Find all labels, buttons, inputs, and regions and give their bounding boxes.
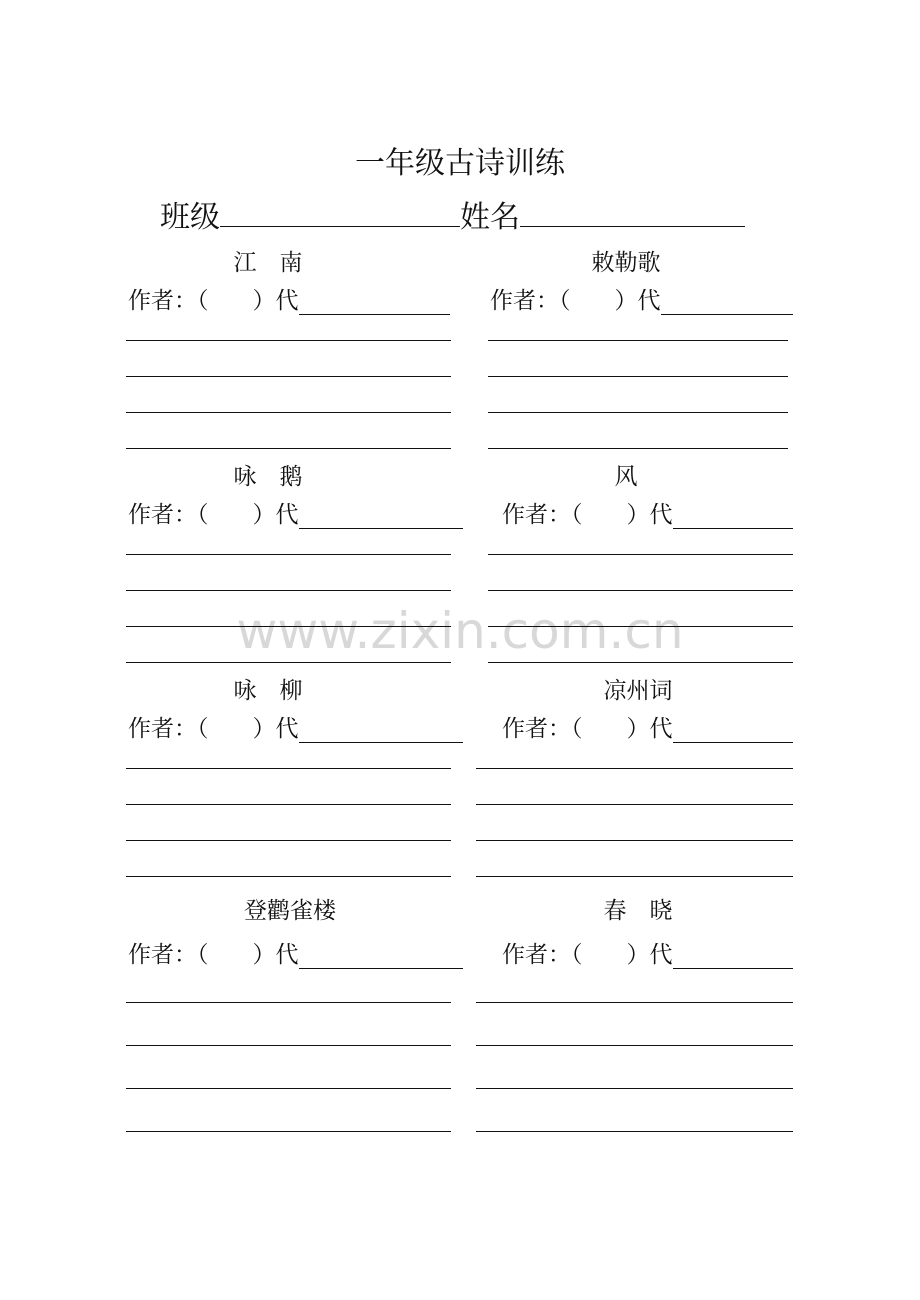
writing-line[interactable] <box>126 1045 451 1046</box>
author-line <box>128 496 463 529</box>
author-suffix: ）代 <box>626 942 673 968</box>
writing-line[interactable] <box>126 448 451 449</box>
author-line <box>502 710 793 743</box>
writing-line[interactable] <box>476 1002 793 1003</box>
author-prefix: 作者：（ <box>490 288 571 314</box>
writing-line[interactable] <box>476 1088 793 1089</box>
page-title: 一年级古诗训练 <box>355 146 565 181</box>
author-line <box>128 710 463 743</box>
writing-line[interactable] <box>126 590 451 591</box>
author-suffix: ）代 <box>252 288 299 314</box>
author-prefix: 作者：（ <box>502 502 583 528</box>
poem-title: 凉州词 <box>603 678 673 704</box>
author-blank[interactable] <box>673 504 793 529</box>
class-blank[interactable] <box>220 194 460 227</box>
writing-line[interactable] <box>488 376 788 377</box>
author-line <box>490 282 793 315</box>
writing-line[interactable] <box>476 840 793 841</box>
author-suffix: ）代 <box>626 502 673 528</box>
author-blank[interactable] <box>299 290 450 315</box>
name-blank[interactable] <box>520 194 745 227</box>
writing-line[interactable] <box>126 768 451 769</box>
writing-line[interactable] <box>488 412 788 413</box>
author-blank[interactable] <box>673 718 793 743</box>
writing-line[interactable] <box>476 1131 793 1132</box>
poem-title: 江 南 <box>233 250 303 276</box>
author-prefix: 作者：（ <box>128 502 209 528</box>
author-line <box>502 496 793 529</box>
poem-title: 敕勒歌 <box>591 250 661 276</box>
poem-title: 春 晓 <box>603 898 673 924</box>
writing-line[interactable] <box>126 412 451 413</box>
author-prefix: 作者：（ <box>502 942 583 968</box>
writing-line[interactable] <box>488 662 793 663</box>
writing-line[interactable] <box>126 340 451 341</box>
writing-line[interactable] <box>126 1131 451 1132</box>
writing-line[interactable] <box>476 1045 793 1046</box>
writing-line[interactable] <box>488 554 793 555</box>
author-line <box>128 936 463 969</box>
author-suffix: ）代 <box>252 716 299 742</box>
writing-line[interactable] <box>126 804 451 805</box>
writing-line[interactable] <box>126 876 451 877</box>
author-line <box>128 282 450 315</box>
writing-line[interactable] <box>126 376 451 377</box>
writing-line[interactable] <box>126 1002 451 1003</box>
watermark: www.zixin.com.cn <box>236 602 684 660</box>
poem-title: 登鹳雀楼 <box>244 898 336 924</box>
class-label: 班级 <box>160 200 220 235</box>
writing-line[interactable] <box>488 590 793 591</box>
author-blank[interactable] <box>299 504 463 529</box>
author-suffix: ）代 <box>626 716 673 742</box>
poem-title: 咏 鹅 <box>233 464 303 490</box>
poem-title: 风 <box>614 464 638 490</box>
author-suffix: ）代 <box>614 288 661 314</box>
writing-line[interactable] <box>126 662 451 663</box>
author-prefix: 作者：（ <box>128 942 209 968</box>
author-blank[interactable] <box>299 718 463 743</box>
author-prefix: 作者：（ <box>128 716 209 742</box>
writing-line[interactable] <box>476 768 793 769</box>
name-label: 姓名 <box>460 200 520 235</box>
author-blank[interactable] <box>299 944 463 969</box>
author-blank[interactable] <box>661 290 793 315</box>
writing-line[interactable] <box>488 626 793 627</box>
author-prefix: 作者：（ <box>128 288 209 314</box>
author-suffix: ）代 <box>252 502 299 528</box>
author-blank[interactable] <box>673 944 793 969</box>
author-line <box>502 936 793 969</box>
writing-line[interactable] <box>126 840 451 841</box>
poem-title: 咏 柳 <box>233 678 303 704</box>
writing-line[interactable] <box>126 626 451 627</box>
writing-line[interactable] <box>488 340 788 341</box>
writing-line[interactable] <box>126 554 451 555</box>
writing-line[interactable] <box>476 876 793 877</box>
writing-line[interactable] <box>488 448 788 449</box>
writing-line[interactable] <box>476 804 793 805</box>
writing-line[interactable] <box>126 1088 451 1089</box>
author-prefix: 作者：（ <box>502 716 583 742</box>
author-suffix: ）代 <box>252 942 299 968</box>
student-info <box>160 192 745 236</box>
